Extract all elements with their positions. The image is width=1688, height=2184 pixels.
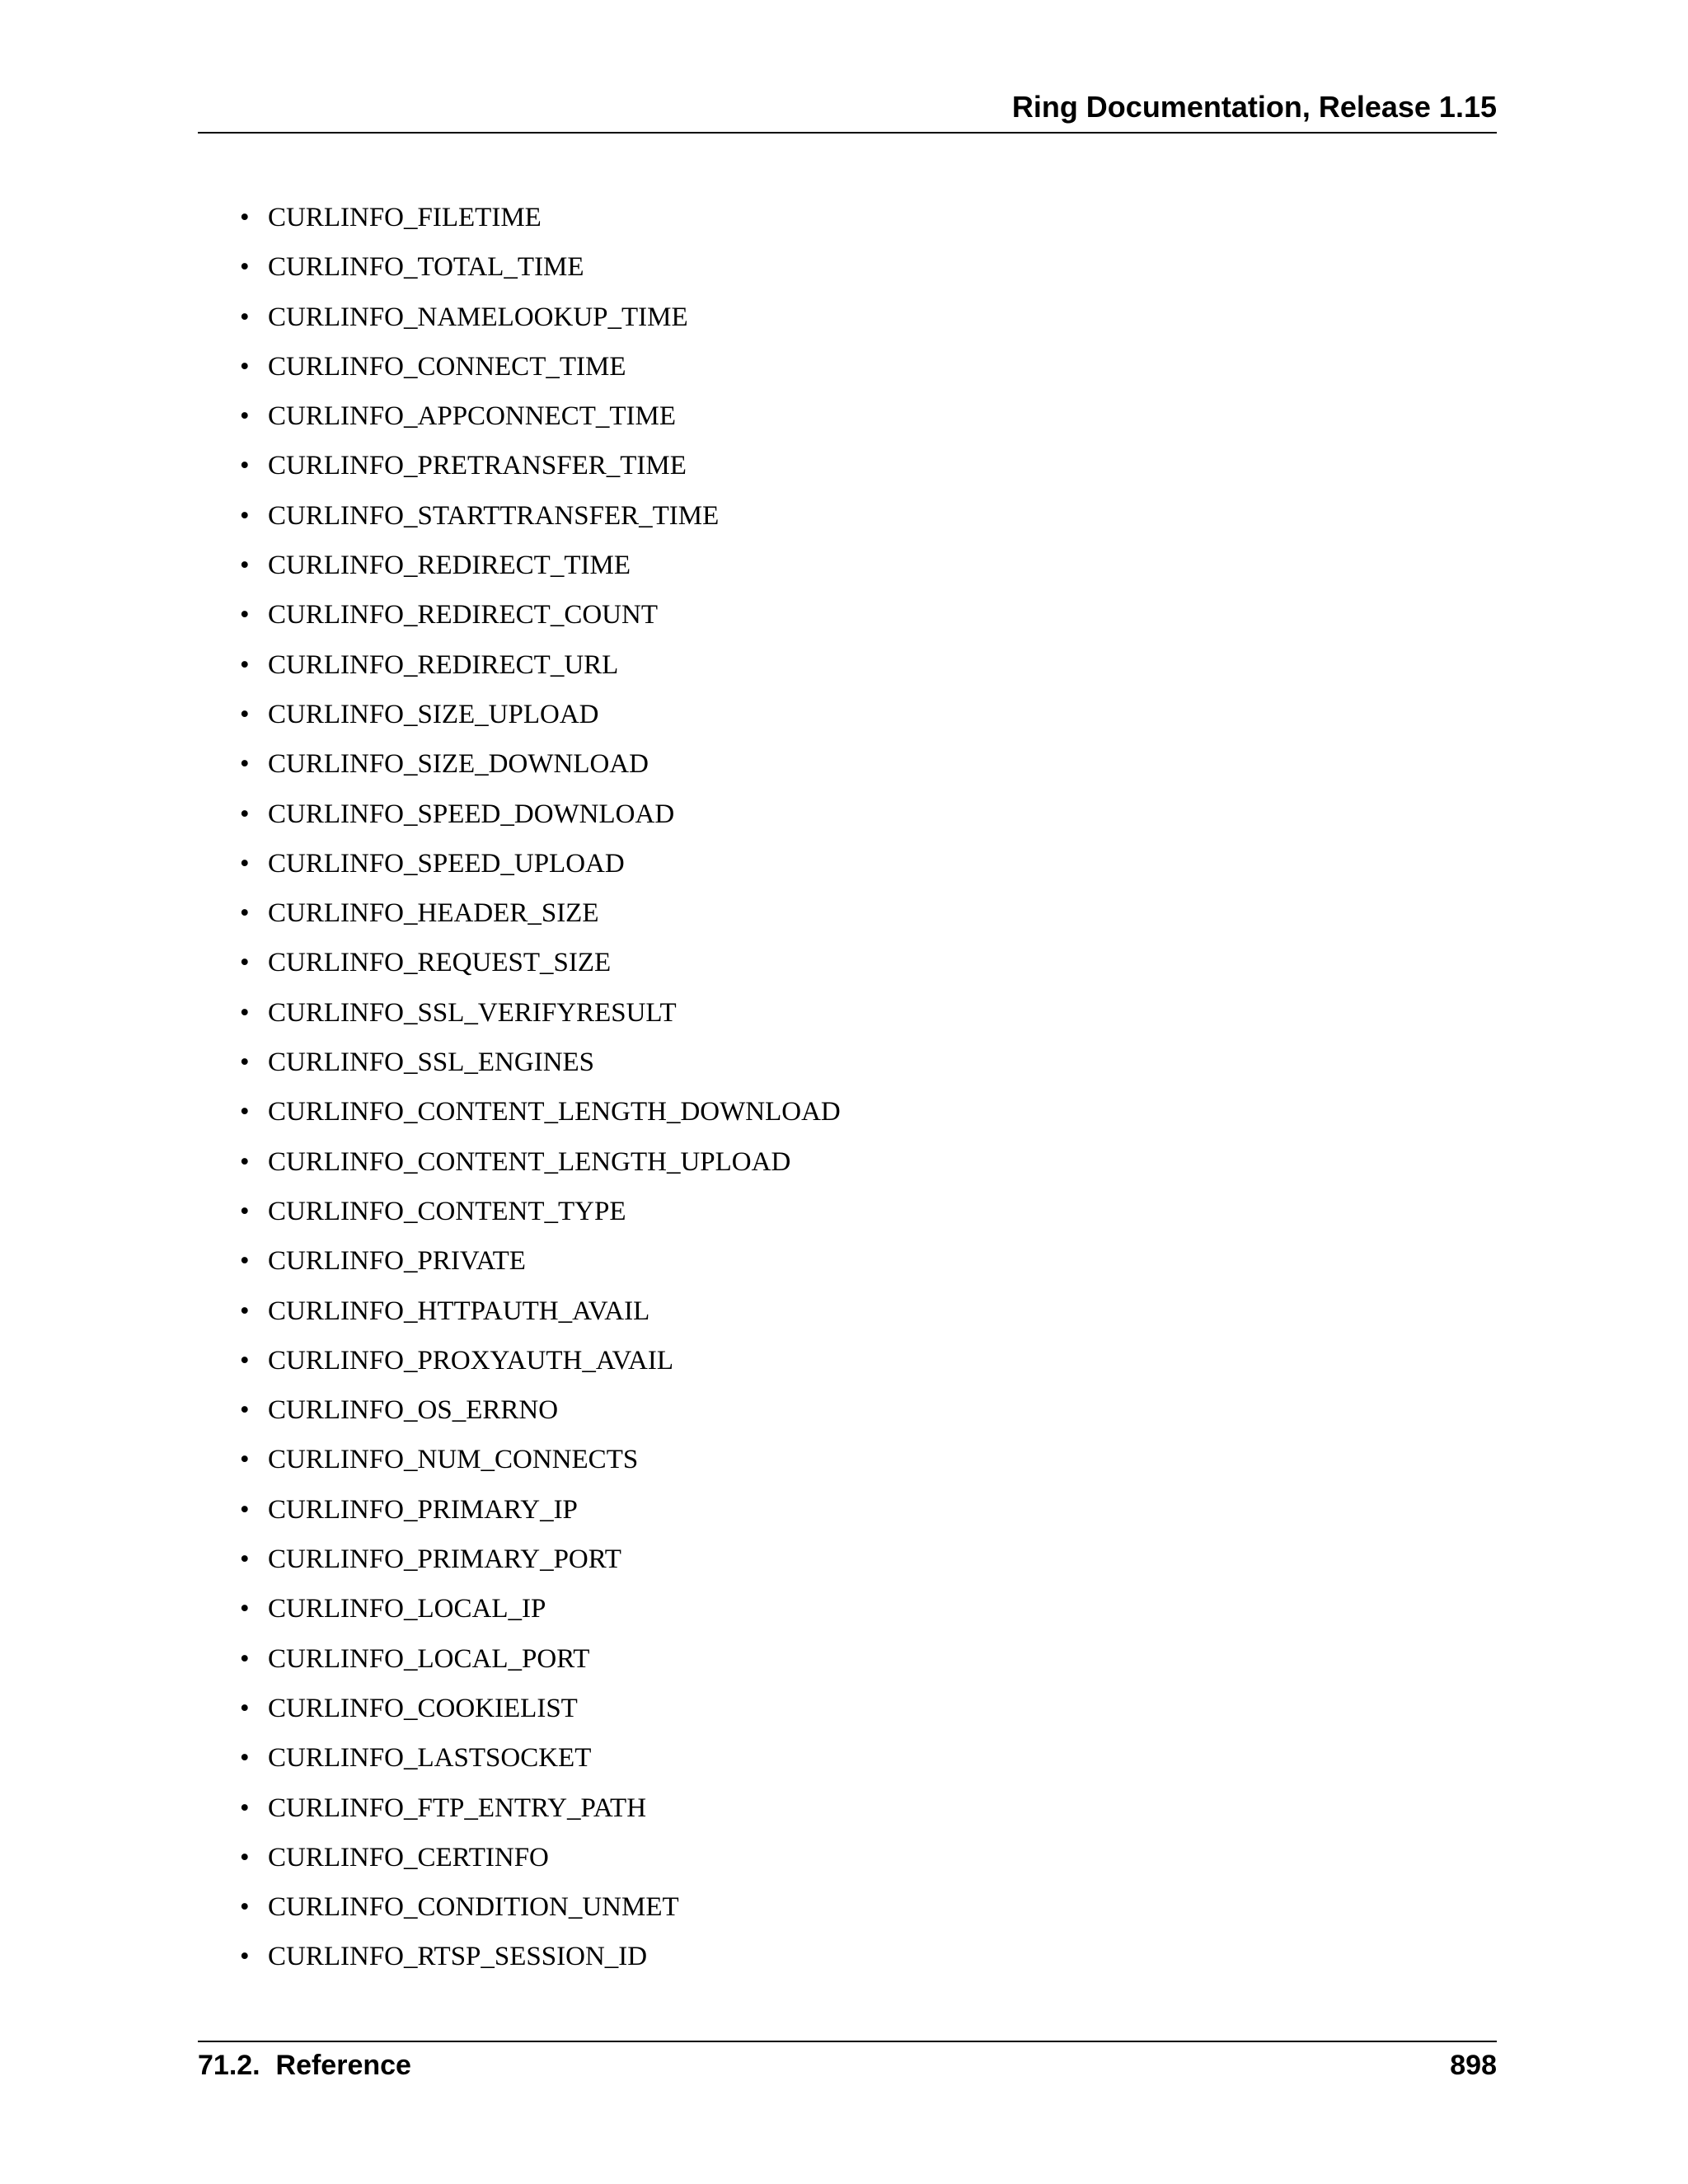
bullet-icon: • [240, 1445, 250, 1475]
bullet-icon: • [240, 1842, 250, 1872]
list-item-text: CURLINFO_FILETIME [268, 203, 542, 232]
list-item-text: CURLINFO_REQUEST_SIZE [268, 948, 612, 978]
bullet-icon: • [240, 848, 250, 879]
bullet-icon: • [240, 649, 250, 680]
list-item-text: CURLINFO_NUM_CONNECTS [268, 1445, 639, 1475]
list-item [198, 541, 841, 590]
list-item [198, 739, 841, 789]
list-item-text: CURLINFO_HEADER_SIZE [268, 898, 599, 929]
list-item-text: CURLINFO_PRETRANSFER_TIME [268, 451, 687, 481]
list-item-text: CURLINFO_SSL_VERIFYRESULT [268, 997, 677, 1028]
bullet-icon: • [240, 1544, 250, 1575]
bullet-icon: • [240, 1296, 250, 1326]
list-item [198, 1286, 841, 1336]
list-item-text: CURLINFO_COOKIELIST [268, 1693, 578, 1723]
list-item-text: CURLINFO_SPEED_UPLOAD [268, 848, 625, 879]
bullet-icon: • [240, 1395, 250, 1426]
list-item [198, 1634, 841, 1684]
bullet-icon: • [240, 1494, 250, 1525]
list-item-text: CURLINFO_CERTINFO [268, 1842, 549, 1872]
list-item [198, 690, 841, 739]
list-item [198, 441, 841, 490]
list-item [198, 1535, 841, 1584]
list-item [198, 1584, 841, 1633]
list-item [198, 1435, 841, 1484]
list-item-text: CURLINFO_PRIVATE [268, 1246, 526, 1277]
list-item [198, 1336, 841, 1385]
list-item-text: CURLINFO_LOCAL_IP [268, 1594, 546, 1624]
bullet-icon: • [240, 1146, 250, 1177]
list-item [198, 1236, 841, 1286]
list-item [198, 1187, 841, 1236]
list-item [198, 640, 841, 690]
list-item [198, 293, 841, 342]
bullet-icon: • [240, 997, 250, 1028]
list-item [198, 988, 841, 1038]
list-item-text: CURLINFO_REDIRECT_COUNT [268, 600, 659, 630]
list-item-text: CURLINFO_PRIMARY_IP [268, 1494, 578, 1525]
list-item [198, 1038, 841, 1087]
bullet-icon: • [240, 500, 250, 531]
list-item [198, 1087, 841, 1137]
list-item-text: CURLINFO_STARTTRANSFER_TIME [268, 500, 720, 531]
list-item-text: CURLINFO_SSL_ENGINES [268, 1047, 595, 1078]
list-item-text: CURLINFO_PRIMARY_PORT [268, 1544, 621, 1575]
bullet-icon: • [240, 1643, 250, 1674]
list-item-text: CURLINFO_REDIRECT_URL [268, 649, 619, 680]
bullet-icon: • [240, 1097, 250, 1127]
list-item-text: CURLINFO_CONNECT_TIME [268, 351, 626, 382]
list-item-text: CURLINFO_FTP_ENTRY_PATH [268, 1793, 647, 1823]
bullet-icon: • [240, 1793, 250, 1823]
bullet-icon: • [240, 1345, 250, 1376]
list-item-text: CURLINFO_APPCONNECT_TIME [268, 401, 677, 432]
list-item-text: CURLINFO_NAMELOOKUP_TIME [268, 302, 688, 332]
page-header [198, 89, 1497, 134]
bullet-icon: • [240, 1246, 250, 1277]
bullet-icon: • [240, 252, 250, 283]
list-item-text: CURLINFO_SIZE_UPLOAD [268, 699, 599, 729]
list-item [198, 790, 841, 839]
bullet-icon: • [240, 551, 250, 581]
list-item-text: CURLINFO_SIZE_DOWNLOAD [268, 749, 649, 780]
list-item-text: CURLINFO_OS_ERRNO [268, 1395, 559, 1426]
list-item [198, 1385, 841, 1435]
list-item [198, 1932, 841, 1981]
list-item-text: CURLINFO_CONTENT_LENGTH_UPLOAD [268, 1146, 791, 1177]
list-item-text: CURLINFO_RTSP_SESSION_ID [268, 1942, 648, 1972]
list-item-text: CURLINFO_CONTENT_TYPE [268, 1196, 626, 1226]
bullet-icon: • [240, 948, 250, 978]
bullet-icon: • [240, 898, 250, 929]
list-item-text: CURLINFO_CONTENT_LENGTH_DOWNLOAD [268, 1097, 841, 1127]
list-item [198, 342, 841, 391]
list-item-text: CURLINFO_LOCAL_PORT [268, 1643, 590, 1674]
list-item [198, 1733, 841, 1783]
bullet-icon: • [240, 799, 250, 829]
list-item-text: CURLINFO_HTTPAUTH_AVAIL [268, 1296, 650, 1326]
bullet-icon: • [240, 1594, 250, 1624]
list-item [198, 1137, 841, 1187]
bullet-icon: • [240, 401, 250, 432]
list-item [198, 1485, 841, 1535]
bullet-icon: • [240, 699, 250, 729]
list-item-text: CURLINFO_SPEED_DOWNLOAD [268, 799, 675, 829]
bullet-icon: • [240, 1942, 250, 1972]
bullet-icon: • [240, 1743, 250, 1774]
list-item [198, 1882, 841, 1932]
bullet-icon: • [240, 351, 250, 382]
list-item-text: CURLINFO_REDIRECT_TIME [268, 551, 631, 581]
bullet-icon: • [240, 302, 250, 332]
bullet-icon: • [240, 1892, 250, 1923]
list-item [198, 391, 841, 441]
page-footer [198, 2041, 1497, 2081]
list-item [198, 1783, 841, 1833]
bullet-icon: • [240, 1693, 250, 1723]
list-item [198, 888, 841, 938]
bullet-icon: • [240, 203, 250, 232]
list-item [198, 938, 841, 987]
bullet-icon: • [240, 749, 250, 780]
list-item [198, 491, 841, 541]
list-item [198, 242, 841, 292]
list-item [198, 1684, 841, 1733]
footer-section-title: 71.2. Reference [198, 2050, 411, 2081]
bullet-icon: • [240, 451, 250, 481]
list-item-text: CURLINFO_TOTAL_TIME [268, 252, 584, 283]
list-item-text: CURLINFO_PROXYAUTH_AVAIL [268, 1345, 674, 1376]
list-item-text: CURLINFO_CONDITION_UNMET [268, 1892, 679, 1923]
list-item [198, 590, 841, 640]
list-item-text: CURLINFO_LASTSOCKET [268, 1743, 592, 1774]
page-number: 898 [1450, 2050, 1497, 2081]
curlinfo-constants-list [198, 193, 841, 1982]
document-title: Ring Documentation, Release 1.15 [1011, 90, 1497, 124]
list-item [198, 839, 841, 888]
bullet-icon: • [240, 600, 250, 630]
list-item [198, 193, 841, 242]
list-item [198, 1833, 841, 1882]
bullet-icon: • [240, 1196, 250, 1226]
bullet-icon: • [240, 1047, 250, 1078]
